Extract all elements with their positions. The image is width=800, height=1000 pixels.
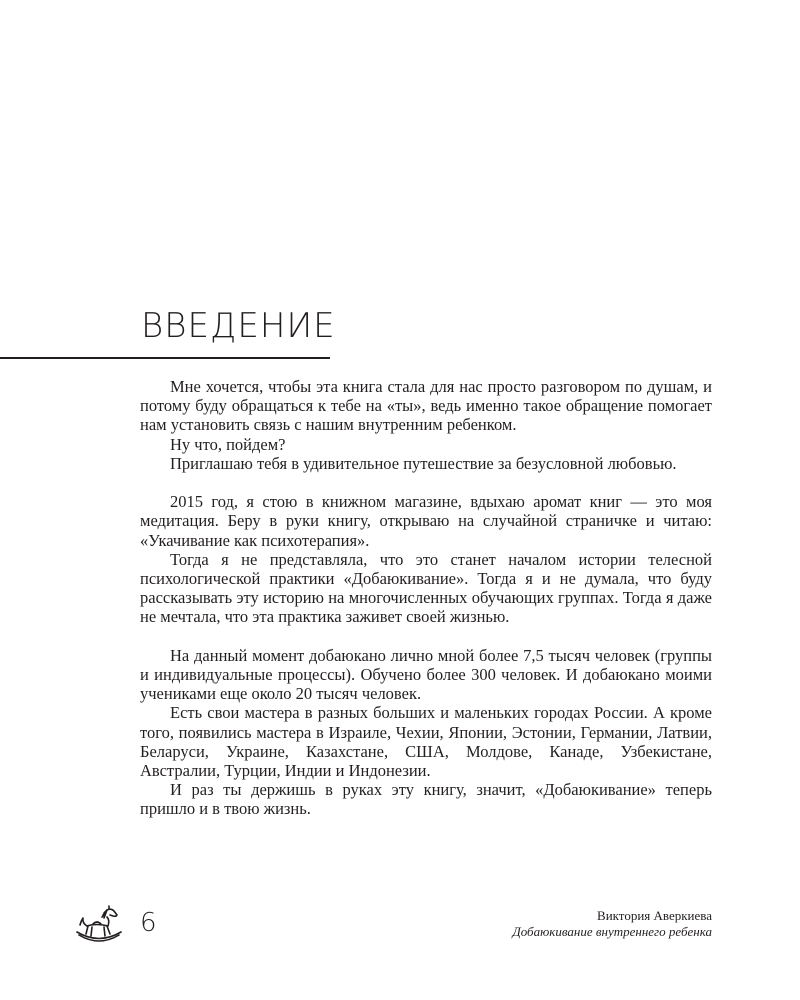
rocking-horse-icon xyxy=(74,905,124,945)
body-text xyxy=(140,377,712,819)
page-number: 6 xyxy=(140,908,157,938)
paragraph: Мне хочется, чтобы эта книга стала для нас просто разговором по душам, и потому буду обращаться к тебе на «ты», ведь именно такое обращение помогает нам установить связь с нашим внутренним ребенком. xyxy=(140,377,712,435)
paragraph: Ну что, пойдем? xyxy=(170,434,286,454)
footer-book-title: Добаюкивание внутреннего ребенка xyxy=(512,924,712,939)
paragraph: Приглашаю тебя в удивительное путешествие за безусловной любовью. xyxy=(170,453,677,473)
paragraph: 2015 год, я стою в книжном магазине, вдыхаю аромат книг — это моя медитация. Беру в руки книгу, открываю на случайной страничке и читаю: «Укачивание как психотерапия». xyxy=(140,492,712,550)
paragraph: Тогда я не представляла, что это станет началом истории телесной психологической практики «Добаюкивание». Тогда я и не думала, что буду рассказывать эту историю на многочисленных обучающих группах. Тогда я даже не мечтала, что эта практика заживет своей жизнью. xyxy=(140,549,712,627)
footer-author: Виктория Аверкиева xyxy=(597,908,712,923)
paragraph: Есть свои мастера в разных больших и маленьких городах России. А кроме того, появились мастера в Израиле, Чехии, Японии, Эстонии, Германии, Латвии, Беларуси, Украине, Казахстане, США, Молдове, Канаде, Узбекистане, Австралии, Турции, Индии и Индонезии. xyxy=(140,703,712,781)
chapter-title: ВВЕДЕНИЕ xyxy=(141,306,336,346)
paragraph: На данный момент добаюкано лично мной более 7,5 тысяч человек (группы и индивидуальные процессы). Обучено более 300 человек. И добаюкано моими учениками еще около 20 тысяч человек. xyxy=(140,645,712,704)
title-underline xyxy=(0,357,330,359)
running-footer xyxy=(512,908,712,940)
paragraph: И раз ты держишь в руках эту книгу, значит, «Добаюкивание» теперь пришло и в твою жизнь. xyxy=(140,780,712,819)
